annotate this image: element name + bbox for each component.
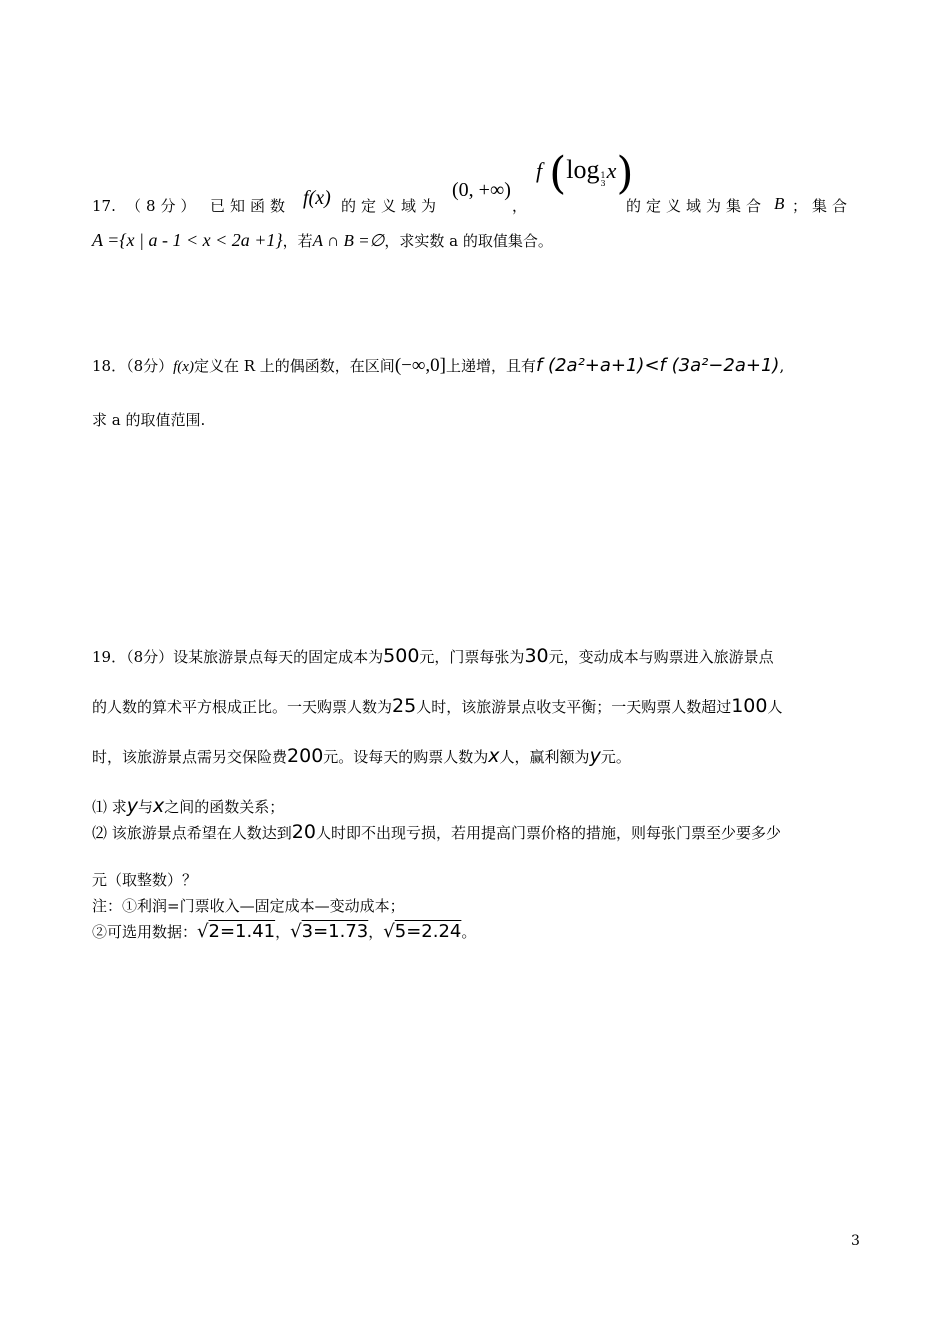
q19-p1b: 与 — [138, 798, 154, 816]
q17-condition: A ∩ B =∅ — [312, 231, 385, 250]
q19-p2b: 人时即不出现亏损，若用提高门票价格的措施，则每张门票至少要多少 — [315, 824, 781, 842]
q17-log-arg: x — [606, 158, 617, 183]
q19-line3 — [92, 746, 631, 767]
q17-score: （8分） — [126, 197, 201, 215]
q17-text1: 已知函数 — [210, 197, 291, 215]
page-number: 3 — [851, 1233, 860, 1249]
q17-comma: ， — [512, 197, 528, 215]
q18-interval: (−∞,0] — [394, 355, 446, 376]
q19-l2a: 的人数的算术平方根成正比。一天购票人数为 — [92, 698, 393, 716]
q18-number: 18． — [92, 357, 127, 375]
q19-l1b: 元，门票每张为 — [419, 648, 525, 666]
q17-log-expr — [536, 148, 634, 199]
q19-p1-x: x — [153, 795, 165, 817]
q19-l1a: 设某旅游景点每天的固定成本为 — [173, 648, 384, 666]
q19-note1 — [92, 896, 405, 916]
q19-line2 — [92, 696, 783, 717]
q19-p2c: 元（取整数）？ — [92, 871, 198, 889]
q19-n25: 25 — [392, 695, 417, 717]
q19-sqrt2: √2=1.41 — [197, 921, 276, 942]
q17-domain: (0, +∞) — [452, 179, 511, 201]
q19-note1-text: 注：①利润=门票收入—固定成本—变动成本； — [92, 897, 405, 915]
q17-paren-left: ( — [549, 148, 567, 199]
q19-n500: 500 — [383, 645, 420, 667]
q17-fx: f(x) — [303, 187, 331, 209]
q19-p1c: 之间的函数关系； — [164, 798, 285, 816]
q19-p1a: ⑴ 求 — [92, 798, 127, 816]
q19-n30: 30 — [524, 645, 549, 667]
q19-part2-cont — [92, 870, 197, 890]
q19-p1-y: y — [126, 795, 139, 817]
q19-y: y — [589, 745, 601, 767]
q17-text2: 的定义域为 — [341, 197, 442, 215]
q19-sqrt3: √3=1.73 — [290, 921, 369, 942]
q18-text3: , — [779, 357, 785, 375]
q19-p2a: ⑵ 该旅游景点希望在人数达到 — [92, 824, 292, 842]
q19-n200: 200 — [287, 745, 324, 767]
q19-n100: 100 — [731, 695, 768, 717]
q17-line2 — [92, 230, 553, 251]
q18-fx: f(x) — [173, 359, 194, 375]
q19-note2a: ②可选用数据： — [92, 923, 198, 941]
q17-log: log — [566, 155, 600, 184]
q18-text1: 定义在 R 上的偶函数，在区间 — [193, 357, 395, 375]
q19-l3c: 人，赢利额为 — [499, 748, 590, 766]
q17-text3: 的定义域为集合 — [626, 197, 767, 215]
q19-number: 19． — [92, 648, 127, 666]
q18-text2: 上递增，且有 — [445, 357, 536, 375]
q17-setA: A ={x | a - 1 < x < 2a +1} — [92, 230, 283, 250]
q18-line1 — [92, 356, 784, 377]
q18-inequality: f (2a²+a+1)<f (3a²−2a+1) — [536, 355, 780, 376]
q19-sep2: ， — [368, 923, 384, 941]
q19-score: （8分） — [126, 648, 174, 666]
q19-note2 — [92, 922, 476, 942]
q19-l2c: 人 — [767, 698, 783, 716]
q18-line2 — [92, 410, 205, 430]
q19-end: 。 — [461, 923, 477, 941]
q19-l3a: 时，该旅游景点需另交保险费 — [92, 748, 288, 766]
q19-sqrt5: √5=2.24 — [383, 921, 462, 942]
q17-setB: B — [774, 194, 785, 213]
q17-f: f — [536, 158, 543, 183]
q17-text6: ，求实数 a 的取值集合。 — [384, 232, 553, 250]
q19-l3b: 元。设每天的购票人数为 — [323, 748, 489, 766]
q18-score: （8分） — [126, 357, 174, 375]
q19-sep1: ， — [275, 923, 291, 941]
q18-line2-text: 求 a 的取值范围. — [92, 411, 206, 429]
q19-l2b: 人时，该旅游景点收支平衡；一天购票人数超过 — [416, 698, 732, 716]
q19-part2 — [92, 822, 781, 843]
q17-text5: ，若 — [282, 232, 313, 250]
q17-log-base: 1 3 — [600, 171, 606, 188]
q19-line1 — [92, 646, 774, 667]
q17-text4: ；集合 — [792, 197, 853, 215]
q19-l1c: 元，变动成本与购票进入旅游景点 — [548, 648, 774, 666]
q19-n20: 20 — [291, 821, 316, 843]
q17-number: 17. — [92, 197, 116, 215]
q19-l3d: 元。 — [600, 748, 631, 766]
q19-x: x — [488, 745, 500, 767]
q17-paren-right: ) — [616, 148, 634, 199]
q19-part1 — [92, 796, 284, 817]
